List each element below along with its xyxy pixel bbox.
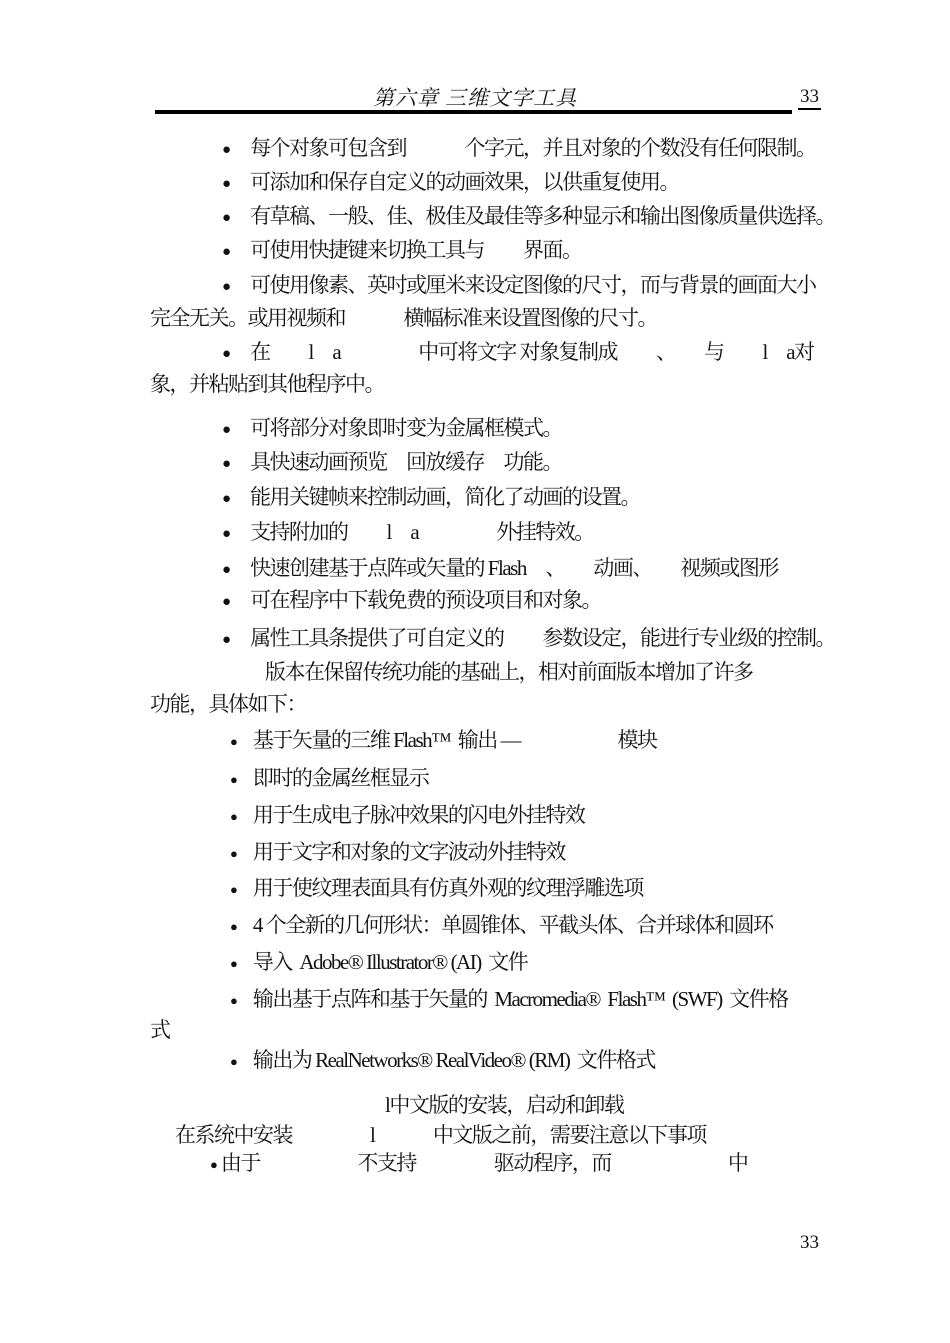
continuation-line [150, 691, 306, 717]
footer-page-number: 33 [800, 1232, 819, 1253]
bullet-text: 输出基于点阵和基于矢量的 Macromedia® Flash™ (SWF) 文件格 [252, 987, 788, 1011]
header-page-number: 33 [798, 86, 821, 110]
bullet-item [222, 625, 835, 653]
bullet-icon: ● [230, 919, 238, 934]
bullet-icon: ● [230, 846, 238, 861]
page-header-chapter-title: 第六章 三维文字工具 [372, 86, 578, 110]
bullet-text: 输出为 RealNetworks® RealVideo® (RM) 文件格式 [252, 1048, 655, 1072]
bullet-text: 具快速动画预览 回放缓存 功能。 [250, 450, 563, 474]
body-text: 在系统中安装 l 中文版之前，需要注意以下事项 [175, 1123, 706, 1147]
bullet-item [230, 765, 428, 793]
bullet-text: 基于矢量的三维 Flash™ 输出 — 模块 [252, 728, 657, 752]
bullet-text: 在 l a 中可将文字 对象复制成 、 与 l a对 [250, 340, 814, 364]
bullet-icon: ● [222, 526, 232, 542]
body-text: 完全无关。或用视频和 横幅标准来设置图像的尺寸。 [150, 306, 657, 330]
bullet-item [222, 339, 814, 367]
bullet-text: 属性工具条提供了可自定义的 参数设定，能进行专业级的控制。 [250, 626, 836, 650]
bullet-icon: ● [222, 210, 232, 226]
bullet-item [222, 272, 816, 300]
body-text: 版本在保留传统功能的基础上，相对前面版本增加了许多 [265, 660, 753, 684]
continuation-line [150, 371, 384, 397]
bullet-text: 可添加和保存自定义的动画效果，以供重复使用。 [250, 170, 680, 194]
continuation-line [150, 305, 657, 331]
bullet-text: 即时的金属丝框显示 [252, 766, 429, 790]
header-rule [155, 110, 792, 114]
bullet-icon: ● [230, 809, 238, 824]
body-text: 象，并粘贴到其他程序中。 [150, 372, 384, 396]
bullet-item [222, 415, 562, 443]
bullet-text: 由于 不支持 驱动程序，而 中 [220, 1151, 748, 1175]
section-heading-text: l中文版的安装，启动和卸载 [385, 1093, 624, 1117]
bullet-icon: ● [222, 244, 232, 260]
section-heading [385, 1092, 623, 1118]
bullet-text: 有草稿、一般、佳、极佳及最佳等多种显示和输出图像质量供选择。 [250, 204, 836, 228]
bullet-icon: ● [222, 142, 232, 158]
bullet-item [222, 169, 679, 197]
bullet-icon: ● [230, 882, 238, 897]
bullet-item [230, 802, 584, 830]
bullet-text: 可使用快捷键来切换工具与 界面。 [250, 238, 582, 262]
bullet-item [230, 986, 788, 1014]
bullet-text: 用于使纹理表面具有仿真外观的纹理浮雕选项 [252, 876, 643, 900]
bullet-item [222, 587, 601, 615]
continuation-line [150, 1017, 170, 1043]
bullet-item [222, 449, 562, 477]
bullet-text: 导入 Adobe® Illustrator® (AI) 文件 [252, 950, 528, 974]
bullet-item [222, 484, 640, 512]
bullet-text: 可在程序中下载免费的预设项目和对象。 [250, 588, 602, 612]
paragraph-line [175, 1122, 706, 1148]
body-text: 功能，具体如下： [150, 692, 306, 716]
bullet-text: 支持附加的 l a 外挂特效。 [250, 520, 594, 544]
bullet-text: 能用关键帧来控制动画，简化了动画的设置。 [250, 485, 641, 509]
bullet-text: 每个对象可包含到 个字元，并且对象的个数没有任何限制。 [250, 136, 816, 160]
bullet-item [222, 237, 582, 265]
bullet-icon: ● [222, 279, 232, 295]
bullet-item [222, 135, 816, 163]
bullet-item [230, 839, 565, 867]
bullet-icon: ● [210, 1157, 218, 1172]
bullet-icon: ● [230, 1054, 238, 1069]
paragraph-indent-line [265, 659, 753, 685]
bullet-text: 4 个全新的几何形状：单圆锥体、平截头体、合并球体和圆环 [252, 913, 773, 937]
bullet-icon: ● [222, 346, 232, 362]
bullet-item [222, 555, 778, 583]
bullet-icon: ● [230, 956, 238, 971]
bullet-icon: ● [230, 734, 238, 749]
bullet-item [230, 875, 643, 903]
bullet-item [230, 727, 656, 755]
bullet-text: 用于文字和对象的文字波动外挂特效 [252, 840, 565, 864]
bullet-icon: ● [230, 993, 238, 1008]
bullet-item [230, 912, 773, 940]
bullet-icon: ● [230, 772, 238, 787]
bullet-icon: ● [222, 562, 232, 578]
bullet-icon: ● [222, 632, 232, 648]
bullet-item [230, 1047, 655, 1075]
bullet-item [230, 949, 527, 977]
bullet-icon: ● [222, 594, 232, 610]
bullet-text: 用于生成电子脉冲效果的闪电外挂特效 [252, 803, 585, 827]
bullet-icon: ● [222, 176, 232, 192]
bullet-text: 可使用像素、英吋或厘米来设定图像的尺寸，而与背景的画面大小 [250, 273, 816, 297]
bullet-icon: ● [222, 456, 232, 472]
bullet-item [222, 203, 835, 231]
bullet-text: 快速创建基于点阵或矢量的 Flash 、 动画、 视频或图形 [250, 556, 778, 580]
bullet-item [222, 519, 594, 547]
bullet-text: 可将部分对象即时变为金属框模式。 [250, 416, 563, 440]
bullet-icon: ● [222, 491, 232, 507]
body-text: 式 [150, 1018, 170, 1042]
bullet-item [210, 1150, 747, 1178]
bullet-icon: ● [222, 422, 232, 438]
